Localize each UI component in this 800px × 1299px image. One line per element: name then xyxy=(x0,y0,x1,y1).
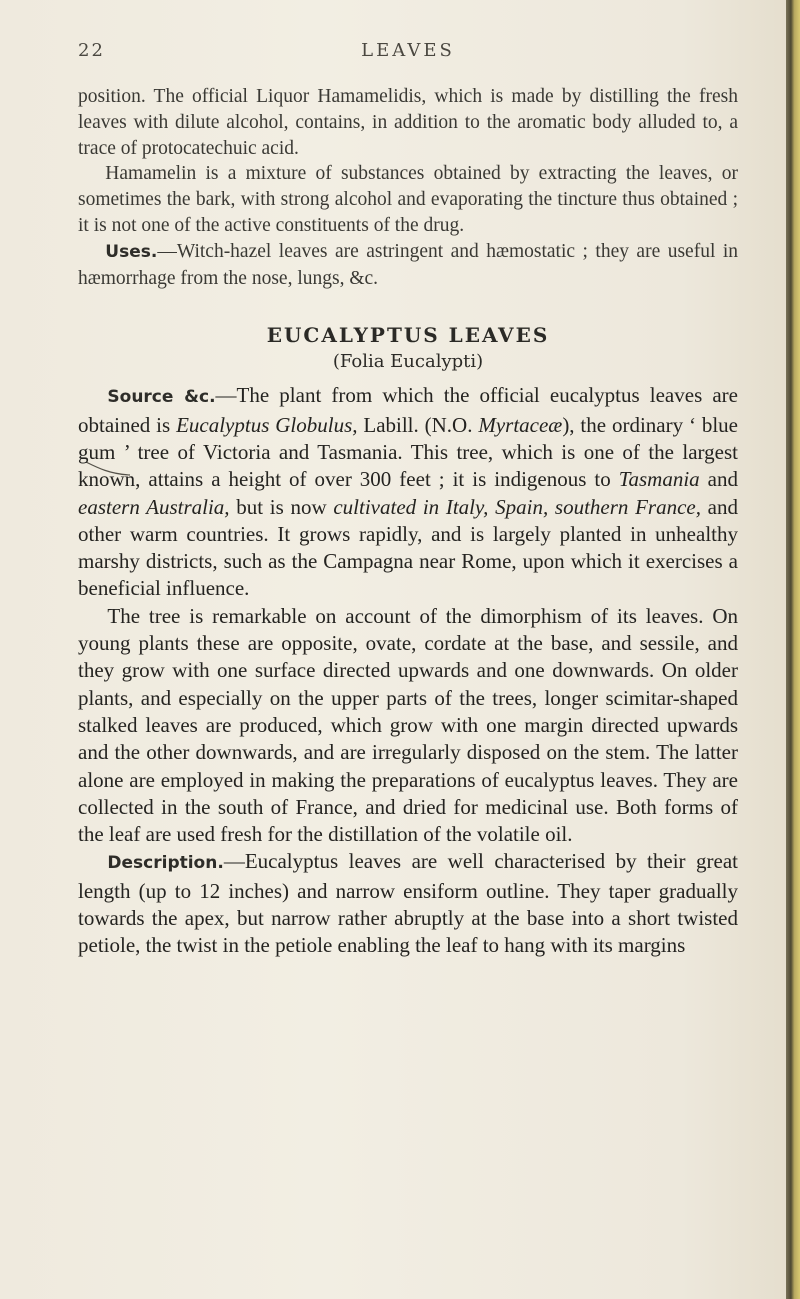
paragraph-uses xyxy=(78,239,738,292)
description-text: —Eucalyptus leaves are well characterised by their great length (up to 12 inches) and narrow ensiform outline. They taper gradually towards the apex, but narrow rather abruptly at the base into a short twisted petiole, the twist in the petiole enabling the leaf to hang with its margins xyxy=(78,849,738,958)
running-head: LEAVES xyxy=(361,40,455,61)
source-italic-species: Eucalyptus Globulus, xyxy=(176,412,358,437)
page-edge xyxy=(786,0,800,1299)
page-number: 22 xyxy=(78,40,105,61)
section-title: EUCALYPTUS LEAVES xyxy=(266,323,550,348)
eucalyptus-body xyxy=(78,382,738,959)
paragraph-source xyxy=(78,382,738,602)
source-italic-tasmania: Tasmania xyxy=(618,467,700,492)
source-italic-australia: eastern Australia, xyxy=(78,494,230,519)
source-italic-order: Myrtaceæ xyxy=(478,412,563,437)
source-heading: Source &c. xyxy=(107,387,216,408)
section-subtitle: (Folia Eucalypti) xyxy=(332,351,484,373)
source-text-4: and xyxy=(699,467,739,492)
paragraph-liquor: position. The official Liquor Hamamelidis, which is made by distilling the fresh leaves with dilute alcohol, contains, in addition to the aromatic body alluded to, a trace of protocatechuic acid. xyxy=(78,86,738,159)
page-text xyxy=(78,40,738,960)
uses-text: —Witch-hazel leaves are astringent and hæmostatic ; they are useful in hæmorrhage from the nose, lungs, &c. xyxy=(78,240,738,289)
source-text-5: but is now xyxy=(229,494,334,519)
description-heading: Description. xyxy=(107,853,224,874)
source-text-6: and other warm countries. It grows rapidly, and is largely planted in unhealthy marshy districts, such as the Campagna near Rome, upon which it exercises a beneficial influence. xyxy=(78,494,738,601)
paragraph-dimorphism: The tree is remarkable on account of the dimorphism of its leaves. On young plants these are opposite, ovate, cordate at the base, and sessile, and they grow with one surface directed upwards and one downwards. On older plants, and especially on the upper parts of the trees, longer scimitar-shaped stalked leaves are produced, which grow with one margin directed upwards and the other downwards, and are irregularly disposed on the stem. The latter alone are employed in making the preparations of eucalyptus leaves. They are collected in the south of France, and dried for medicinal use. Both forms of the leaf are used fresh for the distillation of the volatile oil. xyxy=(78,603,738,847)
hamamelis-continuation xyxy=(78,84,738,291)
source-italic-cultivated: cultivated in Italy, Spain, southern France, xyxy=(333,494,701,519)
paragraph-description xyxy=(78,848,738,959)
uses-heading: Uses. xyxy=(105,241,158,262)
source-text-1: —The plant from which the official eucalyptus leaves are obtained is xyxy=(78,383,738,437)
source-text-2: Labill. (N.O. xyxy=(357,412,479,437)
source-text-3: ), the ordinary ‘ blue gum ’ tree of Victoria and Tasmania. This tree, which is one of the largest known, attains a height of over 300 feet ; it is indigenous to xyxy=(78,412,738,492)
paragraph-hamamelin: Hamamelin is a mixture of substances obtained by extracting the leaves, or sometimes the bark, with strong alcohol and evaporating the tincture thus obtained ; it is not one of the active constituents of the drug. xyxy=(78,163,738,236)
page-header xyxy=(78,40,738,84)
